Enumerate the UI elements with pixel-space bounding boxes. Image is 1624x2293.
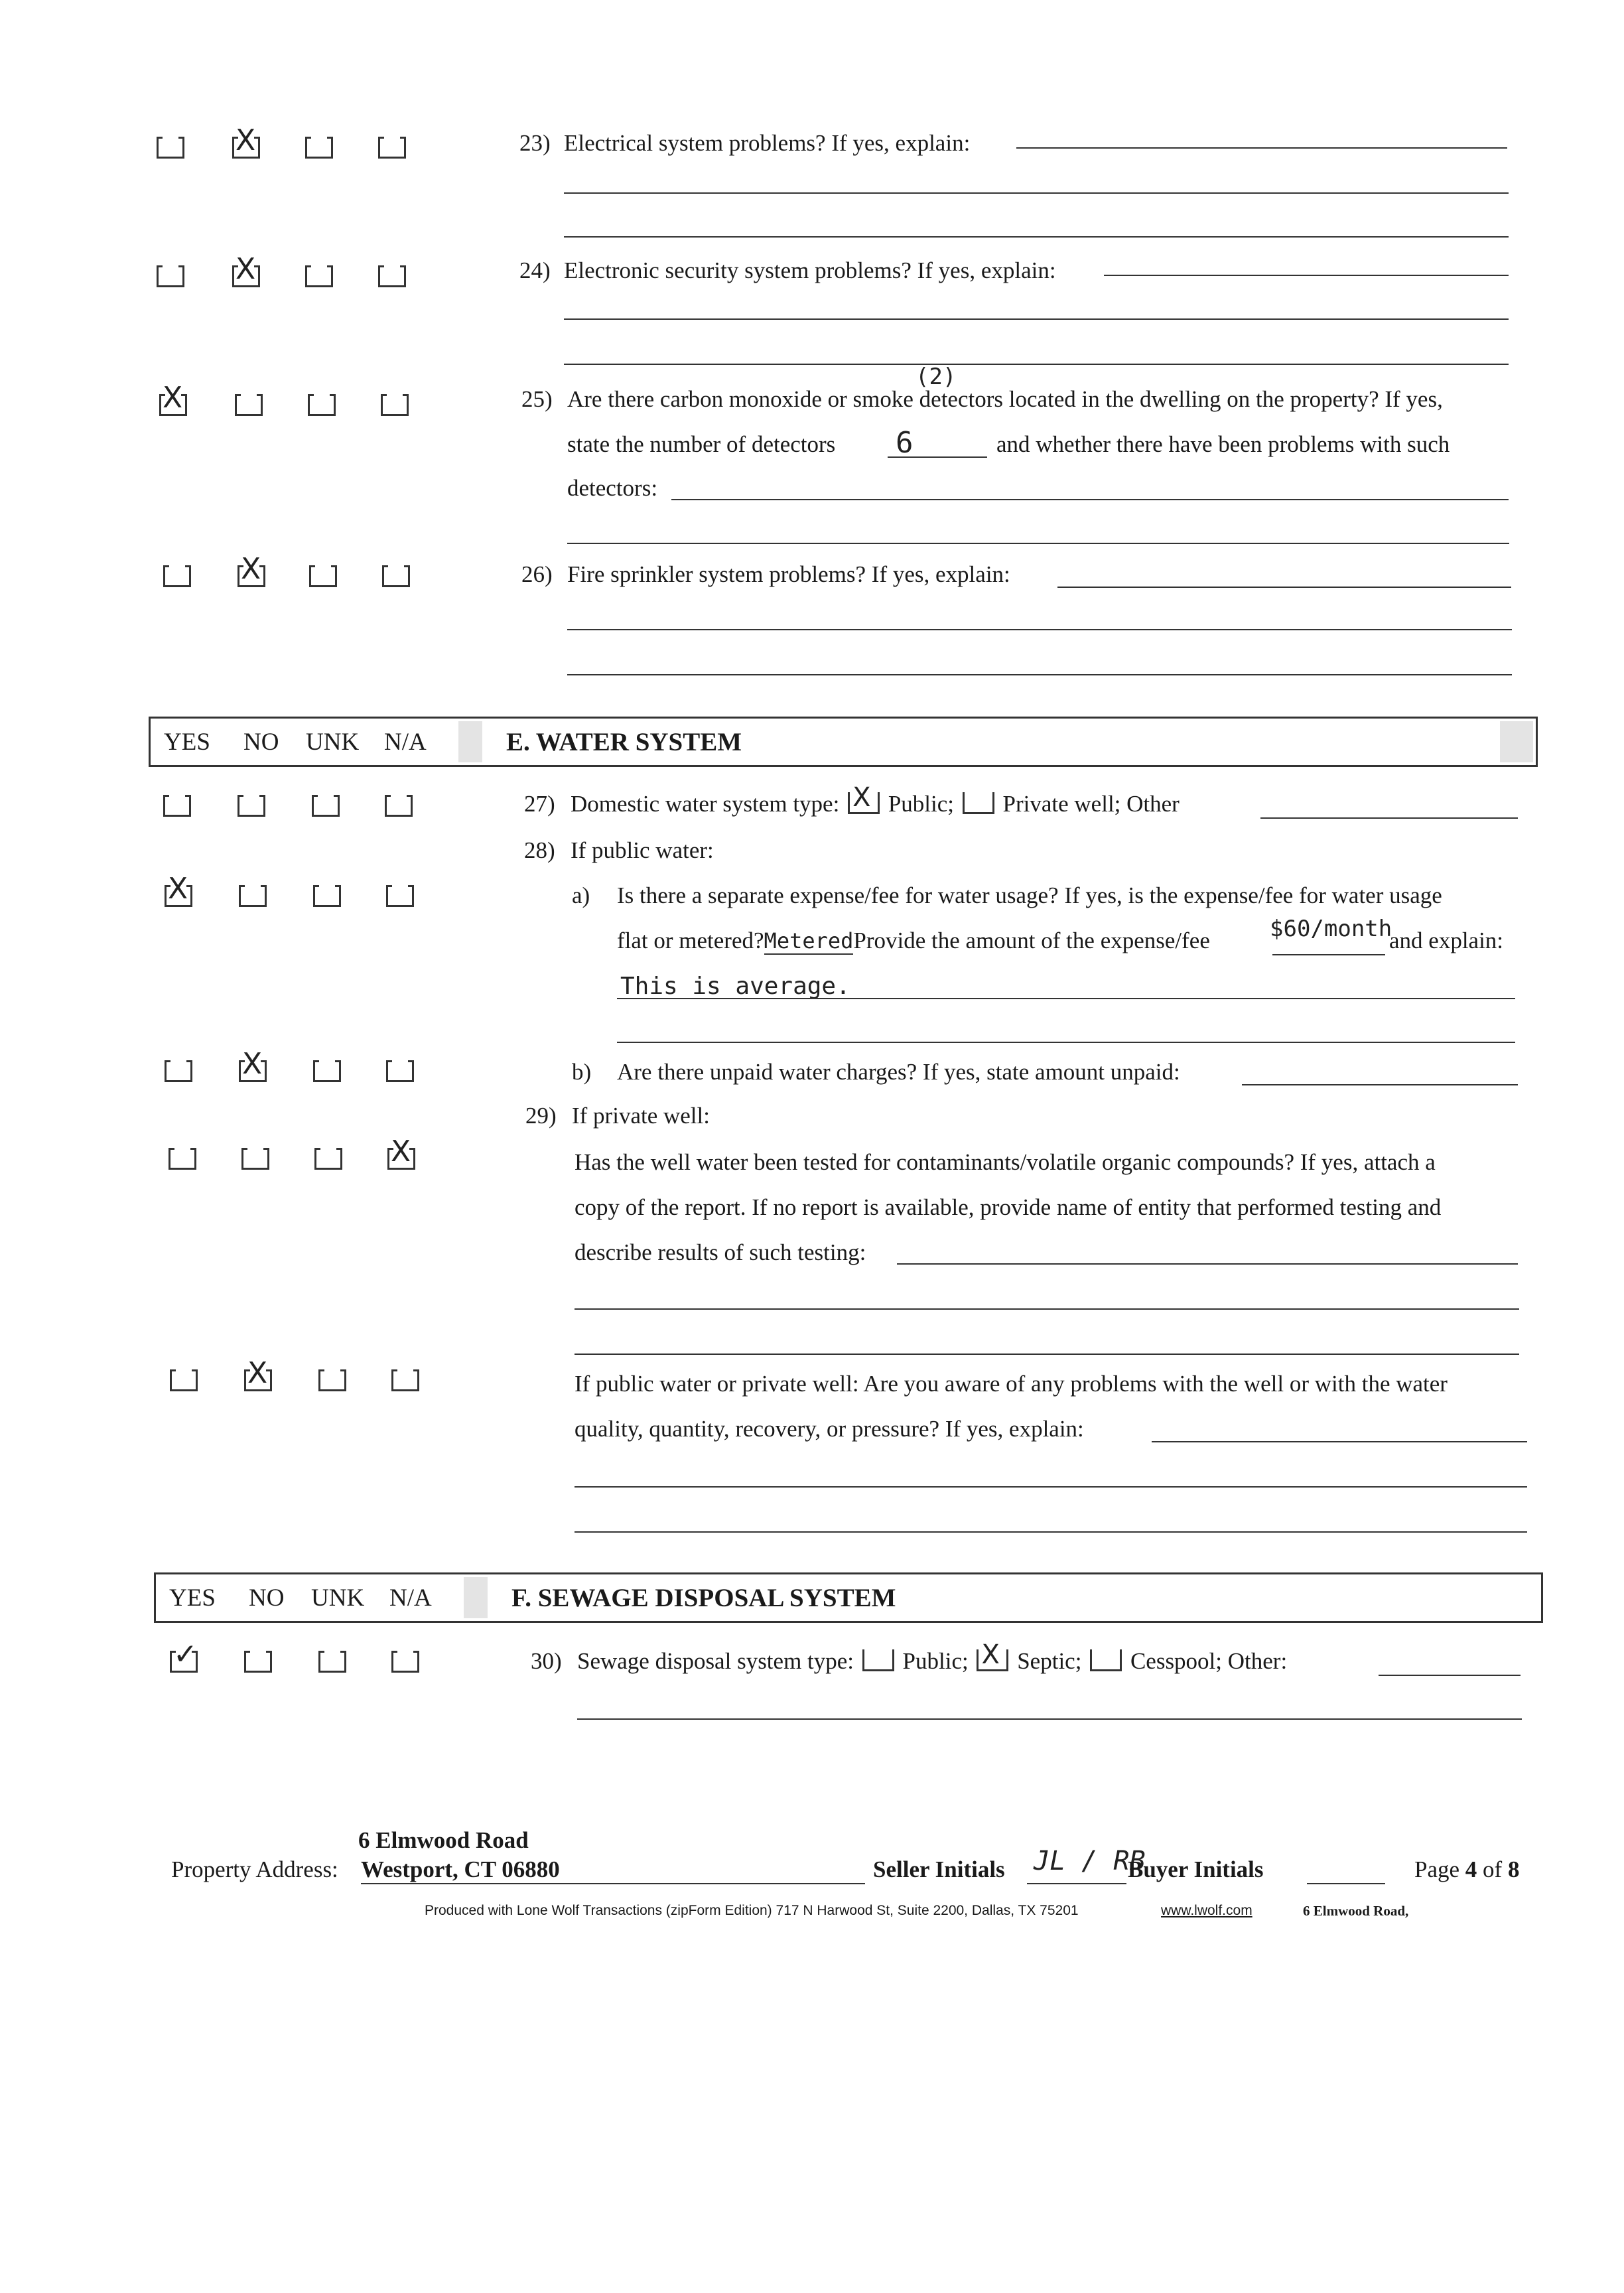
q25-yes-checkbox[interactable] bbox=[159, 381, 187, 416]
page-total: 8 bbox=[1507, 1856, 1520, 1882]
page-of: of bbox=[1483, 1856, 1503, 1882]
q27-unk-checkbox[interactable] bbox=[312, 795, 340, 817]
q30-other-line[interactable] bbox=[1379, 1675, 1521, 1676]
q26-unk-checkbox[interactable] bbox=[309, 565, 337, 587]
q27-public-checkbox[interactable] bbox=[848, 782, 880, 814]
section-e-header bbox=[149, 717, 1538, 767]
q30-text-b: Public; bbox=[902, 1648, 969, 1674]
q27-no-checkbox[interactable] bbox=[237, 795, 265, 817]
checkmark: X bbox=[391, 1135, 411, 1168]
section-title: E. WATER SYSTEM bbox=[506, 728, 742, 756]
checkmark: X bbox=[236, 123, 256, 157]
q23-no-checkbox[interactable] bbox=[232, 123, 260, 159]
q30-cesspool-checkbox[interactable] bbox=[1090, 1649, 1122, 1671]
q29p-yes-checkbox[interactable] bbox=[170, 1369, 198, 1391]
footer-url-link[interactable]: www.lwolf.com bbox=[1161, 1903, 1252, 1918]
q28-number: 28) bbox=[524, 837, 555, 863]
q27-text-a: Domestic water system type: bbox=[571, 791, 840, 817]
q29-public-answer-line-3[interactable] bbox=[575, 1531, 1527, 1533]
page-label: Page bbox=[1414, 1856, 1460, 1882]
q29-public-line2: quality, quantity, recovery, or pressure? If yes, explain: bbox=[575, 1416, 1084, 1442]
q24-yes-checkbox[interactable] bbox=[157, 265, 184, 287]
header-shade-right bbox=[1500, 721, 1533, 762]
q29-yes-checkbox[interactable] bbox=[169, 1148, 196, 1170]
checkmark: X bbox=[242, 1047, 263, 1081]
q29-line2: copy of the report. If no report is available, provide name of entity that performed testing and bbox=[575, 1194, 1442, 1220]
q29-line3: describe results of such testing: bbox=[575, 1239, 866, 1265]
q28a-line2a: flat or metered? bbox=[617, 928, 764, 953]
q26-number: 26) bbox=[521, 561, 553, 587]
q26-text: Fire sprinkler system problems? If yes, explain: bbox=[567, 561, 1010, 587]
footer-produced-by: Produced with Lone Wolf Transactions (zipForm Edition) 717 N Harwood St, Suite 2200, Dallas, TX 75201 bbox=[425, 1903, 1079, 1918]
q23-number: 23) bbox=[519, 130, 551, 156]
q27-na-checkbox[interactable] bbox=[385, 795, 413, 817]
q30-unk-checkbox[interactable] bbox=[318, 1651, 346, 1673]
q28a-unk-checkbox[interactable] bbox=[313, 885, 341, 907]
q30-text-a: Sewage disposal system type: bbox=[577, 1648, 854, 1674]
q25-unk-checkbox[interactable] bbox=[308, 394, 336, 416]
q25-no-checkbox[interactable] bbox=[235, 394, 263, 416]
col-na: N/A bbox=[389, 1584, 432, 1612]
footer-address-line2: Westport, CT 06880 bbox=[361, 1856, 560, 1882]
q30-line bbox=[577, 1639, 1288, 1675]
q23-text: Electrical system problems? If yes, explain: bbox=[564, 130, 971, 156]
col-no: NO bbox=[243, 729, 279, 756]
checkmark: X bbox=[168, 872, 188, 906]
header-shade bbox=[458, 721, 482, 762]
col-no: NO bbox=[249, 1584, 285, 1612]
q29-line1: Has the well water been tested for contaminants/volatile organic compounds? If yes, attach a bbox=[575, 1149, 1436, 1175]
q27-text-b: Public; bbox=[888, 791, 955, 817]
footer-buyer-initials-line[interactable] bbox=[1307, 1883, 1385, 1884]
q28a-handwritten-metered: Metered bbox=[764, 928, 854, 953]
q28a-handwritten-explain: This is average. bbox=[620, 973, 850, 1000]
footer-doc-ref: 6 Elmwood Road, bbox=[1303, 1903, 1409, 1919]
q29p-no-checkbox[interactable] bbox=[244, 1356, 272, 1391]
q27-text-c: Private well; Other bbox=[1002, 791, 1180, 817]
q23-answer-line-2[interactable] bbox=[564, 192, 1509, 194]
q25-answer-line-2[interactable] bbox=[567, 543, 1509, 544]
footer-address-line bbox=[361, 1883, 865, 1884]
q28a-answer-line[interactable] bbox=[617, 998, 1515, 999]
q27-number: 27) bbox=[524, 791, 555, 817]
q24-answer-line[interactable] bbox=[1104, 275, 1509, 276]
q29p-unk-checkbox[interactable] bbox=[318, 1369, 346, 1391]
q26-no-checkbox[interactable] bbox=[237, 552, 265, 587]
col-unk: UNK bbox=[311, 1584, 365, 1612]
q28b-yes-checkbox[interactable] bbox=[165, 1060, 192, 1082]
footer-seller-signature: JL / RB bbox=[1034, 1846, 1146, 1876]
q24-no-checkbox[interactable] bbox=[232, 252, 260, 287]
q28a-line2b: Provide the amount of the expense/fee bbox=[853, 928, 1210, 953]
q25-handwritten-note: (2) bbox=[915, 364, 957, 390]
q25-line2b: and whether there have been problems with such bbox=[996, 431, 1450, 457]
footer-seller-initials-line[interactable] bbox=[1027, 1883, 1126, 1884]
q26-answer-line-2[interactable] bbox=[567, 629, 1512, 630]
q24-answer-line-3[interactable] bbox=[564, 364, 1509, 365]
q24-unk-checkbox[interactable] bbox=[305, 265, 333, 287]
header-shade bbox=[464, 1577, 488, 1618]
q29-number: 29) bbox=[525, 1103, 557, 1129]
col-yes: YES bbox=[164, 729, 210, 756]
q28a-label: a) bbox=[572, 882, 590, 908]
q29-public-answer-line-2[interactable] bbox=[575, 1486, 1527, 1488]
q29-text: If private well: bbox=[572, 1103, 710, 1129]
checkmark: X bbox=[236, 252, 256, 286]
q30-no-checkbox[interactable] bbox=[244, 1651, 272, 1673]
footer-address-label: Property Address: bbox=[171, 1856, 338, 1882]
q23-yes-checkbox[interactable] bbox=[157, 137, 184, 159]
q23-answer-line-3[interactable] bbox=[564, 236, 1509, 238]
checkmark: ✓ bbox=[173, 1637, 198, 1671]
q25-na-checkbox[interactable] bbox=[381, 394, 409, 416]
col-yes: YES bbox=[169, 1584, 216, 1612]
footer-seller-initials-label: Seller Initials bbox=[873, 1856, 1005, 1882]
page-number: 4 bbox=[1465, 1856, 1477, 1882]
q29-no-checkbox[interactable] bbox=[241, 1148, 269, 1170]
q28a-no-checkbox[interactable] bbox=[239, 885, 267, 907]
q30-septic-checkbox[interactable] bbox=[977, 1639, 1008, 1671]
q29-answer-line[interactable] bbox=[897, 1263, 1518, 1265]
q23-unk-checkbox[interactable] bbox=[305, 137, 333, 159]
q26-yes-checkbox[interactable] bbox=[163, 565, 191, 587]
q29-answer-line-3[interactable] bbox=[575, 1354, 1519, 1355]
q28b-na-checkbox[interactable] bbox=[386, 1060, 414, 1082]
checkmark: X bbox=[981, 1639, 1000, 1670]
q30-na-checkbox[interactable] bbox=[391, 1651, 419, 1673]
q29-public-answer-line[interactable] bbox=[1152, 1441, 1527, 1442]
q29-public-line1: If public water or private well: Are you aware of any problems with the well or with the water bbox=[575, 1371, 1448, 1397]
q26-na-checkbox[interactable] bbox=[382, 565, 410, 587]
checkmark: X bbox=[241, 552, 261, 586]
q23-na-checkbox[interactable] bbox=[378, 137, 406, 159]
q25-answer-line[interactable] bbox=[671, 499, 1509, 500]
col-unk: UNK bbox=[306, 729, 360, 756]
q30-answer-line[interactable] bbox=[577, 1718, 1522, 1720]
q27-other-line[interactable] bbox=[1260, 817, 1518, 819]
checkmark: X bbox=[163, 381, 183, 415]
q25-handwritten-count: 6 bbox=[896, 426, 914, 460]
q28a-line2c: and explain: bbox=[1389, 928, 1504, 953]
q29-na-checkbox[interactable] bbox=[387, 1135, 415, 1170]
q23-answer-line[interactable] bbox=[1016, 147, 1507, 149]
q30-yes-checkbox[interactable] bbox=[170, 1637, 198, 1673]
q28a-line2 bbox=[617, 928, 1210, 954]
q30-number: 30) bbox=[531, 1648, 562, 1674]
q30-text-d: Cesspool; Other: bbox=[1130, 1648, 1288, 1674]
q27-private-well-checkbox[interactable] bbox=[963, 792, 994, 814]
q29-answer-line-2[interactable] bbox=[575, 1308, 1519, 1310]
footer-buyer-initials-label: Buyer Initials bbox=[1128, 1856, 1264, 1882]
footer-page-indicator bbox=[1414, 1856, 1519, 1883]
q24-text: Electronic security system problems? If yes, explain: bbox=[564, 257, 1056, 283]
q28b-amount-line[interactable] bbox=[1242, 1084, 1518, 1085]
q30-public-checkbox[interactable] bbox=[862, 1649, 894, 1671]
section-f-header bbox=[154, 1572, 1543, 1623]
q28b-no-checkbox[interactable] bbox=[239, 1047, 267, 1082]
col-na: N/A bbox=[384, 729, 427, 756]
q24-na-checkbox[interactable] bbox=[378, 265, 406, 287]
q25-line2a: state the number of detectors bbox=[567, 431, 836, 457]
q24-number: 24) bbox=[519, 257, 551, 283]
q28b-unk-checkbox[interactable] bbox=[313, 1060, 341, 1082]
section-title: F. SEWAGE DISPOSAL SYSTEM bbox=[511, 1584, 896, 1612]
q25-line3: detectors: bbox=[567, 475, 658, 501]
q28a-line1: Is there a separate expense/fee for water usage? If yes, is the expense/fee for water usage bbox=[617, 882, 1442, 908]
q28-text: If public water: bbox=[571, 837, 714, 863]
q24-answer-line-2[interactable] bbox=[564, 318, 1509, 320]
q27-yes-checkbox[interactable] bbox=[163, 795, 191, 817]
footer-address-line1: 6 Elmwood Road bbox=[358, 1827, 529, 1853]
checkmark: X bbox=[852, 782, 871, 813]
q28a-yes-checkbox[interactable] bbox=[165, 872, 192, 907]
q26-answer-line-3[interactable] bbox=[567, 674, 1512, 675]
q27-line bbox=[571, 782, 1180, 817]
q28b-text: Are there unpaid water charges? If yes, state amount unpaid: bbox=[617, 1059, 1180, 1085]
q25-line1: Are there carbon monoxide or smoke detectors located in the dwelling on the property? If yes, bbox=[567, 386, 1443, 412]
q26-answer-line[interactable] bbox=[1057, 587, 1511, 588]
q28a-amount-line[interactable] bbox=[1272, 954, 1385, 955]
q25-number: 25) bbox=[521, 386, 553, 412]
q29-unk-checkbox[interactable] bbox=[314, 1148, 342, 1170]
q28a-answer-line-2[interactable] bbox=[617, 1042, 1515, 1043]
q30-text-c: Septic; bbox=[1017, 1648, 1082, 1674]
q28a-na-checkbox[interactable] bbox=[386, 885, 414, 907]
q29p-na-checkbox[interactable] bbox=[391, 1369, 419, 1391]
checkmark: X bbox=[247, 1356, 268, 1390]
q28a-handwritten-amount: $60/month bbox=[1270, 916, 1392, 942]
q28b-label: b) bbox=[572, 1059, 592, 1085]
